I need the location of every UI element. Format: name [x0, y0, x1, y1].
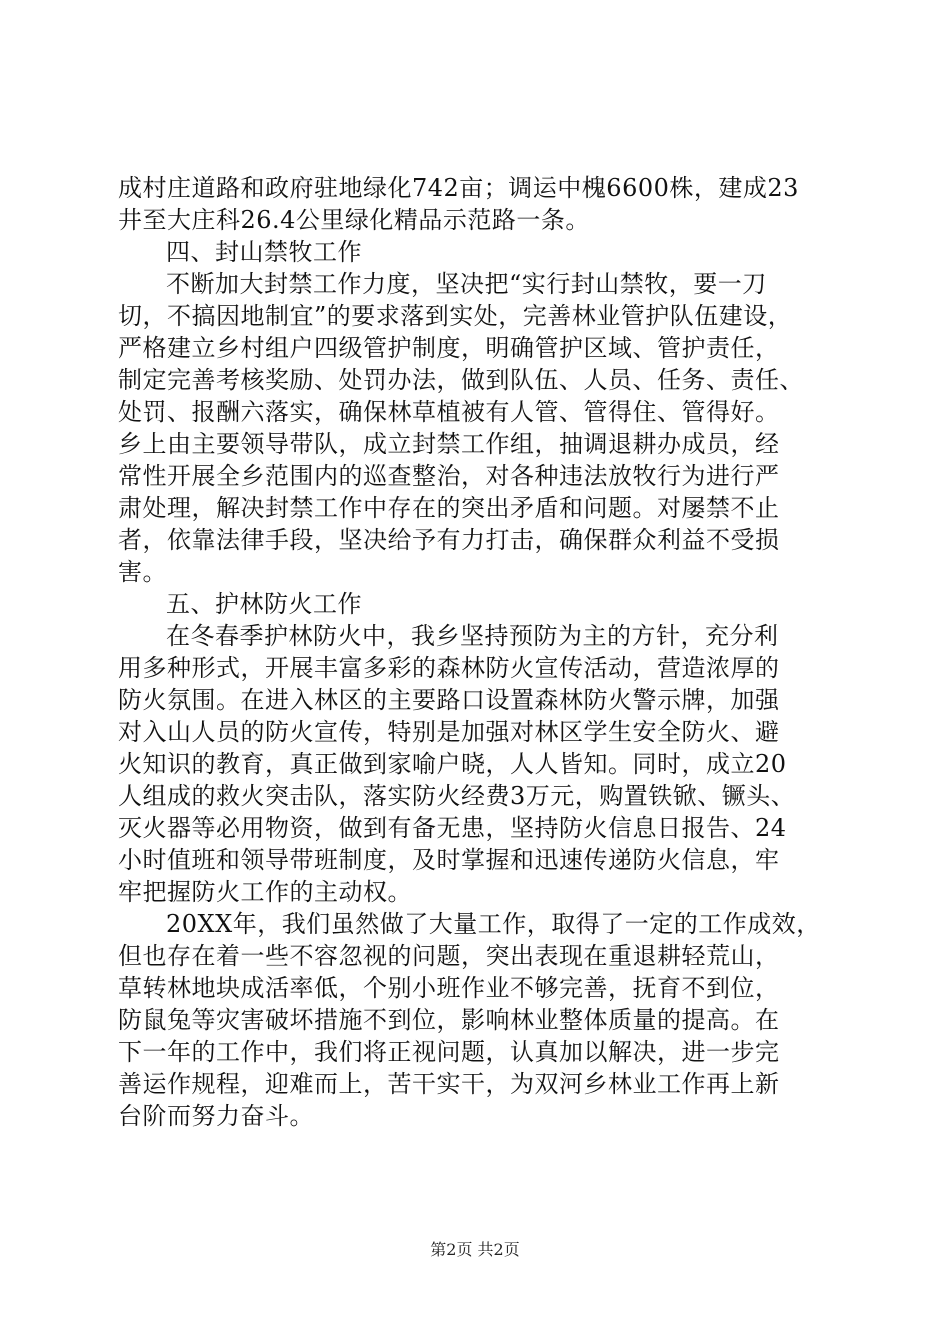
text-line: 牢把握防火工作的主动权。 — [118, 878, 412, 906]
text-line: 火知识的教育，真正做到家喻户晓，人人皆知。同时，成立20 — [118, 750, 787, 778]
section-heading: 四、封山禁牧工作 — [166, 238, 362, 266]
text-line: 对入山人员的防火宣传，特别是加强对林区学生安全防火、避 — [118, 718, 780, 746]
text-line: 灭火器等必用物资，做到有备无患，坚持防火信息日报告、24 — [118, 814, 787, 842]
text-line: 20XX年，我们虽然做了大量工作，取得了一定的工作成效， — [166, 910, 821, 938]
text-line: 处罚、报酬六落实，确保林草植被有人管、管得住、管得好。 — [118, 398, 780, 426]
text-line: 防火氛围。在进入林区的主要路口设置森林防火警示牌，加强 — [118, 686, 780, 714]
text-line: 害。 — [118, 558, 167, 586]
text-line: 用多种形式，开展丰富多彩的森林防火宣传活动，营造浓厚的 — [118, 654, 780, 682]
text-line: 草转林地块成活率低，个别小班作业不够完善，抚育不到位， — [118, 974, 780, 1002]
text-line: 但也存在着一些不容忽视的问题，突出表现在重退耕轻荒山， — [118, 942, 780, 970]
text-line: 肃处理，解决封禁工作中存在的突出矛盾和问题。对屡禁不止 — [118, 494, 780, 522]
text-line: 下一年的工作中，我们将正视问题，认真加以解决，进一步完 — [118, 1038, 780, 1066]
text-line: 小时值班和领导带班制度，及时掌握和迅速传递防火信息，牢 — [118, 846, 780, 874]
text-line: 乡上由主要领导带队，成立封禁工作组，抽调退耕办成员，经 — [118, 430, 780, 458]
section-heading: 五、护林防火工作 — [166, 590, 362, 618]
text-line: 台阶而努力奋斗。 — [118, 1102, 314, 1130]
text-line: 井至大庄科26.4公里绿化精品示范路一条。 — [118, 206, 590, 234]
text-line: 切，不搞因地制宜”的要求落到实处，完善林业管护队伍建设， — [118, 302, 793, 330]
text-line: 善运作规程，迎难而上，苦干实干，为双河乡林业工作再上新 — [118, 1070, 780, 1098]
text-line: 不断加大封禁工作力度，坚决把“实行封山禁牧，要一刀 — [166, 270, 767, 298]
page-number: 第2页 共2页 — [430, 1240, 520, 1259]
text-line: 制定完善考核奖励、处罚办法，做到队伍、人员、任务、责任、 — [118, 366, 804, 394]
text-line: 严格建立乡村组户四级管护制度，明确管护区域、管护责任， — [118, 334, 780, 362]
text-line: 者，依靠法律手段，坚决给予有力打击，确保群众利益不受损 — [118, 526, 780, 554]
text-line: 防鼠兔等灾害破坏措施不到位，影响林业整体质量的提高。在 — [118, 1006, 780, 1034]
text-line: 在冬春季护林防火中，我乡坚持预防为主的方针，充分利 — [166, 622, 779, 650]
text-line: 成村庄道路和政府驻地绿化742亩；调运中槐6600株，建成23 — [118, 174, 799, 202]
text-line: 人组成的救火突击队，落实防火经费3万元，购置铁锨、镢头、 — [118, 782, 796, 810]
page-footer — [0, 1240, 950, 1260]
text-line: 常性开展全乡范围内的巡查整治，对各种违法放牧行为进行严 — [118, 462, 780, 490]
document-body — [118, 172, 838, 1132]
